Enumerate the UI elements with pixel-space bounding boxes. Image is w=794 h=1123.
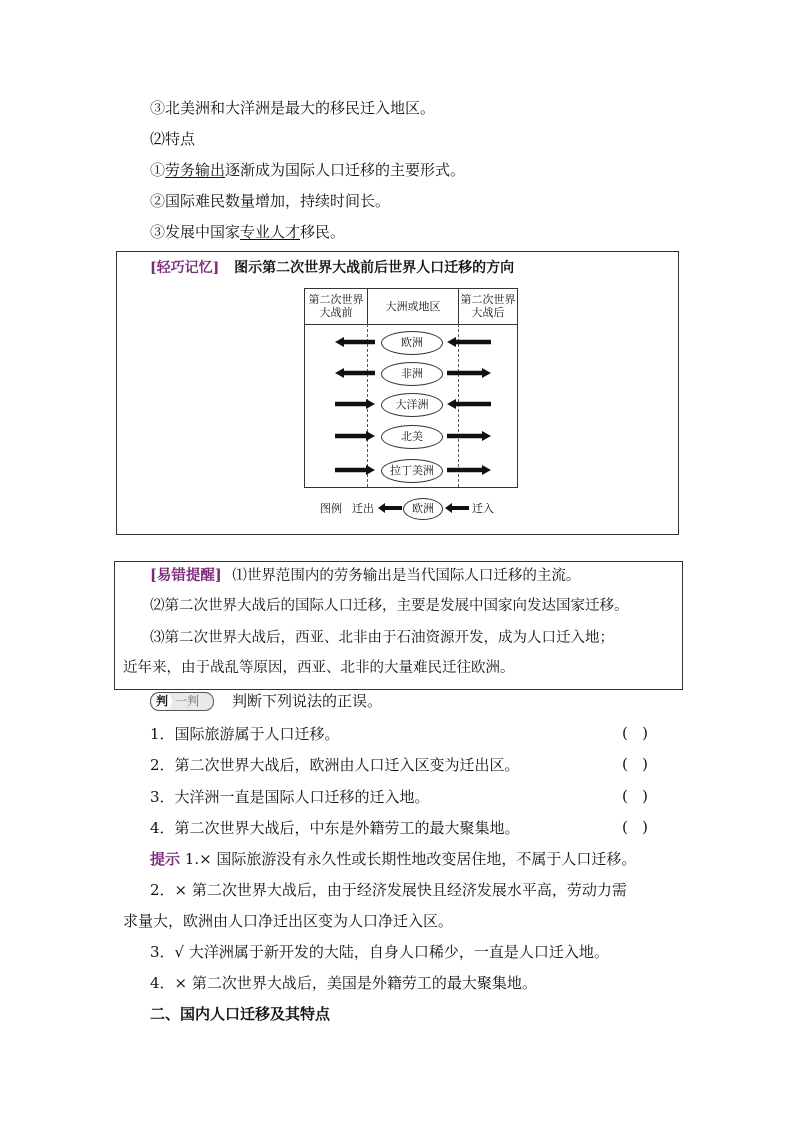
legend-in: 迁入: [472, 502, 494, 515]
text-line: ③北美洲和大洋洲是最大的移民迁入地区。: [150, 99, 436, 117]
hint-2b: 求量大，欧洲由人口净迁出区变为人口净迁入区。: [123, 912, 454, 930]
underlined-term: 劳务输出: [165, 161, 226, 179]
hint-4: 4．× 第二次世界大战后，美国是外籍劳工的最大聚集地。: [150, 974, 537, 992]
error-line: [150, 566, 580, 586]
region-oval-africa: 非洲: [381, 362, 443, 386]
region-oval-north-america: 北美: [381, 425, 443, 449]
migration-arrow-after: [447, 431, 491, 441]
error-p2: ⑵第二次世界大战后的国际人口迁移，主要是发展中国家向发达国家迁移。: [150, 598, 629, 614]
hint-2a: 2．× 第二次世界大战后，由于经济发展快且经济发展水平高，劳动力需: [150, 881, 627, 899]
text-fragment: 移民。: [300, 223, 346, 241]
migration-arrow-after: [447, 368, 491, 378]
region-oval-europe: 欧洲: [381, 331, 443, 355]
region-oval-latin-america: 拉丁美洲: [381, 459, 443, 483]
text-fragment: ③发展中国家: [150, 223, 241, 241]
underlined-term: 专业人才: [240, 223, 301, 241]
migration-arrow-before: [335, 431, 375, 441]
hint-line: [150, 849, 636, 869]
migration-arrow-after: [447, 337, 491, 347]
migration-arrow-before: [335, 337, 375, 347]
answer-paren: ( ): [622, 755, 649, 773]
legend-out-arrow-icon: [378, 503, 402, 513]
memory-title: 图示第二次世界大战前后世界人口迁移的方向: [234, 260, 515, 276]
arrow-layer: [305, 289, 517, 487]
judge-item: 1．国际旅游属于人口迁移。: [150, 725, 340, 743]
legend-region-oval: 欧洲: [403, 498, 443, 520]
text-line: ②国际难民数量增加，持续时间长。: [150, 192, 391, 210]
header-region: 大洲或地区: [385, 300, 441, 313]
judge-item: 3．大洋洲一直是国际人口迁移的迁入地。: [150, 788, 430, 806]
hint-label: 提示: [150, 850, 181, 868]
legend-label: 图例: [320, 502, 342, 515]
error-p3b: 近年来，由于战乱等原因，西亚、北非的大量难民迁往欧洲。: [123, 660, 515, 676]
migration-arrow-after: [447, 399, 491, 409]
migration-arrow-before: [335, 368, 375, 378]
legend-out: 迁出: [352, 502, 374, 515]
error-p1: ⑴世界范围内的劳务输出是当代国际人口迁移的主流。: [232, 568, 581, 584]
text-line: ⑵特点: [150, 130, 196, 148]
migration-arrow-after: [447, 465, 491, 475]
error-p3a: ⑶第二次世界大战后，西亚、北非由于石油资源开发，成为人口迁入地；: [150, 630, 614, 646]
hint-1: 1.× 国际旅游没有永久性或长期性地改变居住地，不属于人口迁移。: [180, 850, 637, 868]
migration-arrow-before: [335, 465, 375, 475]
answer-paren: ( ): [622, 787, 649, 805]
memory-tag: [轻巧记忆]: [150, 260, 220, 276]
text-line: [150, 160, 465, 180]
migration-arrow-before: [335, 399, 375, 409]
header-after: 第二次世界大战后: [460, 293, 516, 319]
judge-badge-rest: 一判: [175, 694, 200, 708]
migration-diagram: [304, 288, 518, 488]
memory-box-title: [150, 257, 514, 277]
region-oval-oceania: 大洋洲: [381, 393, 443, 417]
text-fragment: 逐渐成为国际人口迁移的主要形式。: [225, 161, 466, 179]
text-line: [150, 222, 345, 242]
legend-in-arrow-icon: [445, 503, 469, 513]
judge-badge: [150, 692, 214, 711]
hint-3: 3．√ 大洋洲属于新开发的大陆，自身人口稀少，一直是人口迁入地。: [150, 943, 609, 961]
error-tag: [易错提醒]: [150, 567, 222, 584]
judge-instruction: 判断下列说法的正误。: [232, 692, 383, 710]
judge-badge-main: 判: [152, 693, 172, 710]
judge-item: 2．第二次世界大战后，欧洲由人口迁入区变为迁出区。: [150, 756, 520, 774]
header-before: 第二次世界大战前: [308, 293, 364, 319]
answer-paren: ( ): [622, 818, 649, 836]
text-fragment: ①: [150, 161, 166, 179]
answer-paren: ( ): [622, 724, 649, 742]
judge-item: 4．第二次世界大战后，中东是外籍劳工的最大聚集地。: [150, 819, 520, 837]
section-title: 二、国内人口迁移及其特点: [150, 1005, 331, 1023]
